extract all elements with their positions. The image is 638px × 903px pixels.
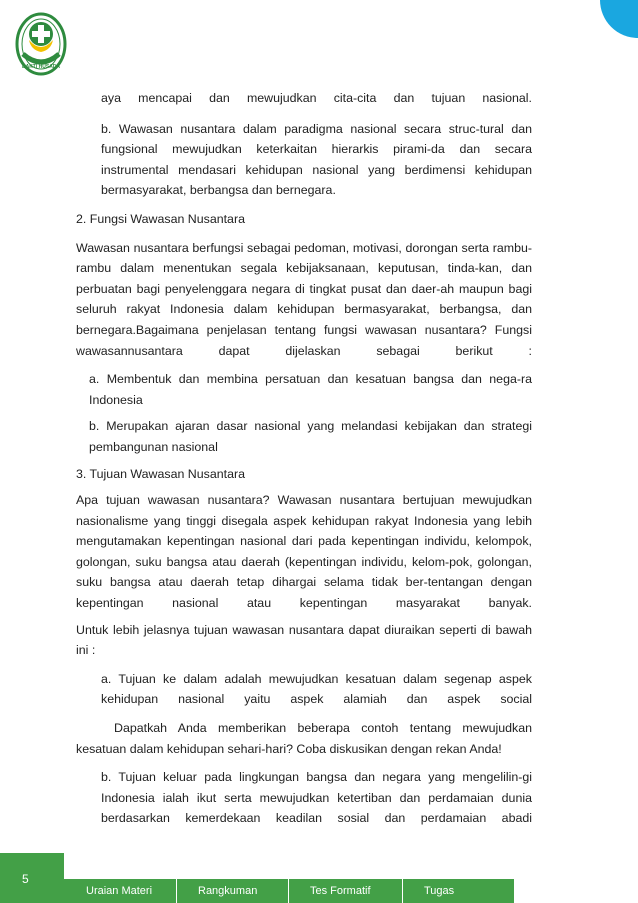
main-content bbox=[76, 88, 532, 829]
corner-decoration bbox=[600, 0, 638, 38]
paragraph-tujuan: Apa tujuan wawasan nusantara? Wawasan nusantara bertujuan mewujudkan nasionalisme yang tinggi disegala aspek kehidupan rakyat Indonesia yang lebih mengutamakan kepentingan nasional dari pada kepentingan individu, kelompok, golongan, suku bangsa atau daerah (kepentingan individu, kelom-pok, golongan, suku bangsa atau daerah tetap dihargai selama tidak ber-tentangan dengan kepentingan nasional atau kepentingan masyarakat banyak. bbox=[76, 493, 532, 611]
bakti-husada-logo bbox=[13, 10, 69, 78]
fungsi-item-a: a. Membentuk dan membina persatuan dan kesatuan bangsa dan nega-ra Indonesia bbox=[89, 372, 532, 407]
tab-tes-formatif[interactable]: Tes Formatif bbox=[310, 885, 371, 897]
tab-tugas[interactable]: Tugas bbox=[424, 885, 455, 897]
paragraph-continuation: aya mencapai dan mewujudkan cita-cita dan tujuan nasional. bbox=[101, 91, 532, 105]
paragraph-untuk: Untuk lebih jelasnya tujuan wawasan nusantara dapat diuraikan seperti di bawah ini : bbox=[76, 622, 532, 658]
tab-rangkuman[interactable]: Rangkuman bbox=[198, 885, 258, 897]
tab-uraian-materi[interactable]: Uraian Materi bbox=[86, 885, 153, 897]
tujuan-item-a: a. Tujuan ke dalam adalah mewujudkan kesatuan dalam segenap aspek kehidupan nasional yaitu aspek alamiah dan aspek social bbox=[101, 671, 532, 707]
page-number-box bbox=[0, 853, 64, 903]
fungsi-item-b: b. Merupakan ajaran dasar nasional yang melandasi kebijakan dan strategi pembangunan nasional bbox=[89, 419, 532, 454]
tujuan-item-b: b. Tujuan keluar pada lingkungan bangsa dan negara yang mengelilin-gi Indonesia ialah ikut serta mewujudkan ketertiban dan perdamaian dunia berdasarkan kemerdekaan keadilan sosial dan perdamaian abadi bbox=[101, 770, 532, 826]
paragraph-question: Dapatkah Anda memberikan beberapa contoh tentang mewujudkan kesatuan dalam kehidupan sehari-hari? Coba diskusikan dengan rekan Anda! bbox=[76, 721, 532, 756]
section-heading-fungsi: 2. Fungsi Wawasan Nusantara bbox=[76, 211, 245, 226]
section-heading-tujuan: 3. Tujuan Wawasan Nusantara bbox=[76, 466, 245, 481]
page-number: 5 bbox=[22, 872, 29, 886]
svg-text:BAKTI HUSADA: BAKTI HUSADA bbox=[21, 64, 61, 70]
paragraph-fungsi: Wawasan nusantara berfungsi sebagai pedoman, motivasi, dorongan serta rambu-rambu dalam menentukan segala kebijaksanaan, keputusan, tinda-kan, dan perbuatan bagi penyelenggara negara di tingkat pusat dan daer-ah maupun bagi seluruh rakyat Indonesia dalam kehidupan bermasyarakat, berbangsa, dan bernegara.Bagaimana penjelasan tentang fungsi wawasan nusantara? Fungsi wawasannusantara dapat dijelaskan sebagai berikut : bbox=[76, 240, 532, 358]
item-b-paradigma: b. Wawasan nusantara dalam paradigma nasional secara struc-tural dan fungsional mewujudkan keterkaitan hierarkis pirami-da dan secara instrumental mendasari kehidupan nasional yang berdimensi kehidupan bermasyarakat, berbangsa dan bernegara. bbox=[101, 121, 532, 198]
